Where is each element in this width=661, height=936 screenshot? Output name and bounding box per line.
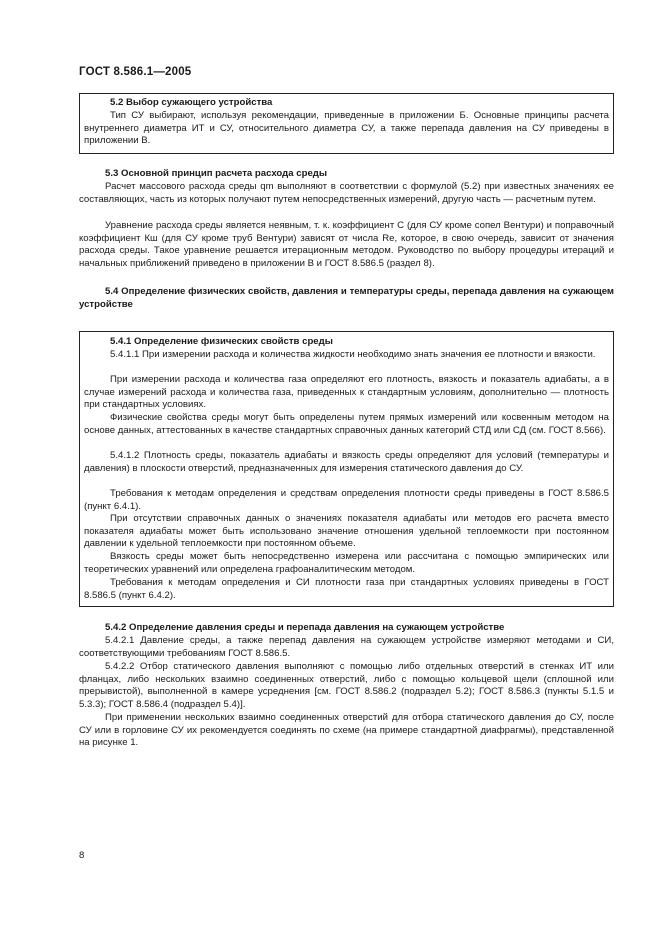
section-heading-5-4-2: 5.4.2 Определение давления среды и перепада давления на сужающем устройстве — [105, 622, 505, 633]
page-number: 8 — [79, 850, 85, 861]
paragraph-5-4-1-1: 5.4.1.1 При измерении расхода и количества жидкости необходимо знать значения ее плотности и вязкости. — [110, 349, 596, 360]
section-text-5-2: Тип СУ выбирают, используя рекомендации, приведенные в приложении Б. Основные принципы расчета внутреннего диаметра ИТ и СУ, относительного диаметра СУ, а также перепада давления на СУ приведены в приложении В. — [84, 110, 609, 147]
paragraph-5-3-2: Уравнение расхода среды является неявным, т. к. коэффициент С (для СУ кроме сопел Вентури) и поправочный коэффициент Кш (для СУ кроме труб Вентури) зависят от числа Re, которое, в свою очередь, зависит от значения расхода среды. Такое уравнение решается итерационным методом. Руководство по выбору процедуры итераций и начальных приближений приведено в приложении В и ГОСТ 8.586.5 (раздел 8). — [79, 220, 614, 269]
paragraph-5-4-1-1c: Физические свойства среды могут быть определены путем прямых измерений или косвенным методом на основе данных, аттестованных в качестве стандартных справочных данных категорий СТД или СД (см. ГОСТ 8.566). — [84, 412, 609, 436]
section-heading-5-4-1: 5.4.1 Определение физических свойств среды — [110, 336, 333, 347]
paragraph-5-4-2-1: 5.4.2.1 Давление среды, а также перепад давления на сужающем устройстве измеряют методами и СИ, соответствующими требованиям ГОСТ 8.586.5. — [79, 635, 614, 659]
paragraph-5-4-2-3: При применении нескольких взаимно соединенных отверстий для отбора статического давления до СУ, после СУ или в горловине СУ их рекомендуется соединять по схеме (на примере стандартной диафрагмы), представленной на рисунке 1. — [79, 712, 614, 749]
paragraph-5-4-1-2c: При отсутствии справочных данных о значениях показателя адиабаты или методов его расчета вместо показателя адиабаты может быть использовано значение отношения удельной теплоемкости при постоянном давлении к удельной теплоемкости при постоянном объеме. — [84, 513, 609, 550]
paragraph-5-3-1: Расчет массового расхода среды qm выполняют в соответствии с формулой (5.2) при известных значениях ее составляющих, часть из которых получают путем непосредственных измерений, другую часть — расчетным путем. — [79, 181, 614, 205]
paragraph-5-4-1-2b: Требования к методам определения и средствам определения плотности среды приведены в ГОСТ 8.586.5 (пункт 6.4.1). — [84, 488, 609, 512]
section-heading-5-4: 5.4 Определение физических свойств, давления и температуры среды, перепада давления на сужающем устройстве — [79, 286, 614, 310]
section-heading-5-3: 5.3 Основной принцип расчета расхода среды — [105, 168, 328, 179]
section-heading-5-2: 5.2 Выбор сужающего устройства — [110, 97, 273, 108]
paragraph-5-4-1-1b: При измерении расхода и количества газа определяют его плотность, вязкость и показатель адиабаты, а в случае измерений расхода и количества газа, приведенных к стандартным условиям, дополнительно — плотность при стандартных условиях. — [84, 374, 609, 411]
paragraph-5-4-2-2: 5.4.2.2 Отбор статического давления выполняют с помощью либо отдельных отверстий в стенках ИТ или фланцах, либо нескольких взаимно соединенных отверстий, либо с помощью кольцевой щели (сплошной или прерывистой), выполненной в камере усреднения [см. ГОСТ 8.586.2 (подраздел 5.2); ГОСТ 8.586.3 (пункты 5.1.5 и 5.3.3); ГОСТ 8.586.4 (подраздел 5.4)]. — [79, 661, 614, 710]
paragraph-5-4-1-2e: Требования к методам определения и СИ плотности газа при стандартных условиях приведены в ГОСТ 8.586.5 (пункт 6.4.2). — [84, 577, 609, 601]
paragraph-5-4-1-2: 5.4.1.2 Плотность среды, показатель адиабаты и вязкость среды определяют для условий (температуры и давления) в плоскости отверстий, предназначенных для измерения статического давления до СУ. — [84, 450, 609, 474]
document-header: ГОСТ 8.586.1—2005 — [79, 66, 192, 78]
paragraph-5-4-1-2d: Вязкость среды может быть непосредственно измерена или рассчитана с помощью эмпирических или теоретических уравнений или определена графоаналитическим методом. — [84, 551, 609, 575]
